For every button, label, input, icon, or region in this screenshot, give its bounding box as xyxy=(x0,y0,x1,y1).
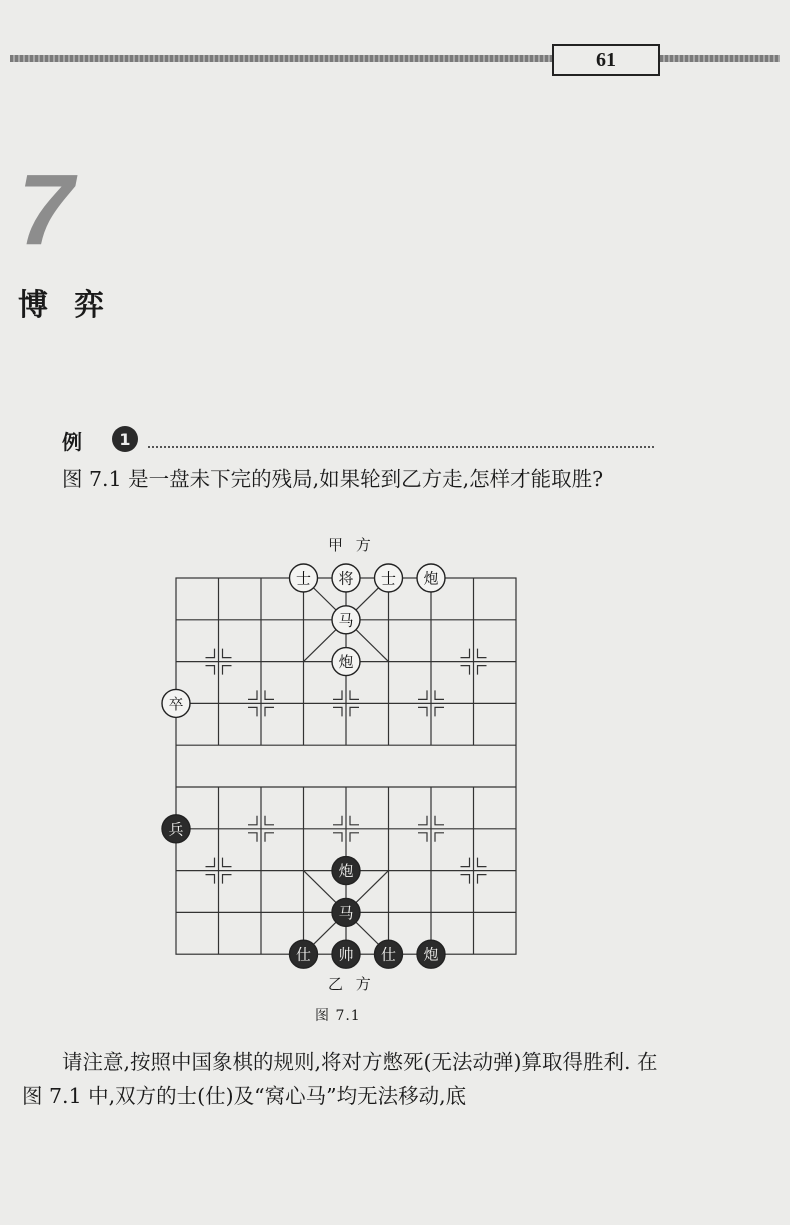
paragraph-rules: 请注意,按照中国象棋的规则,将对方憋死(无法动弹)算取得胜利. 在图 7.1 中,双方的士(仕)及“窝心马”均无法移动,底 xyxy=(22,1050,658,1108)
position-marker xyxy=(265,816,274,825)
piece-label: 士 xyxy=(295,569,312,588)
bottom-side-label: 乙 方 xyxy=(328,975,375,993)
position-marker xyxy=(248,816,257,825)
position-marker xyxy=(206,649,215,658)
position-marker xyxy=(333,816,342,825)
piece-label: 仕 xyxy=(380,945,397,964)
position-marker xyxy=(418,833,427,842)
top-side-label: 甲 方 xyxy=(328,536,375,554)
position-marker xyxy=(478,858,487,867)
piece-label: 兵 xyxy=(168,820,184,839)
position-marker xyxy=(418,816,427,825)
chapter-number: 7 xyxy=(18,154,74,266)
piece-label: 炮 xyxy=(423,569,439,588)
position-marker xyxy=(418,707,427,716)
position-marker xyxy=(478,649,487,658)
piece-label: 炮 xyxy=(338,862,354,881)
piece-label: 马 xyxy=(338,611,354,630)
position-marker xyxy=(265,833,274,842)
position-marker xyxy=(333,707,342,716)
chapter-title: 博弈 xyxy=(18,288,130,323)
piece-label: 马 xyxy=(338,903,354,922)
position-marker xyxy=(223,649,232,658)
position-marker xyxy=(435,690,444,699)
figure-caption: 图 7.1 xyxy=(315,1008,361,1024)
piece-label: 卒 xyxy=(168,694,184,713)
position-marker xyxy=(206,875,215,884)
piece-label: 帅 xyxy=(338,945,354,964)
position-marker xyxy=(350,816,359,825)
position-marker xyxy=(223,858,232,867)
page-number: 61 xyxy=(552,44,660,76)
position-marker xyxy=(350,833,359,842)
position-marker xyxy=(333,690,342,699)
piece-label: 士 xyxy=(380,569,397,588)
position-marker xyxy=(435,816,444,825)
position-marker xyxy=(223,666,232,675)
example-number-badge: 1 xyxy=(112,426,138,452)
paragraph-question: 图 7.1 是一盘未下完的残局,如果轮到乙方走,怎样才能取胜? xyxy=(62,467,604,491)
piece-label: 炮 xyxy=(423,945,439,964)
position-marker xyxy=(461,875,470,884)
position-marker xyxy=(418,690,427,699)
position-marker xyxy=(461,649,470,658)
position-marker xyxy=(435,707,444,716)
position-marker xyxy=(265,690,274,699)
position-marker xyxy=(248,707,257,716)
position-marker xyxy=(478,875,487,884)
position-marker xyxy=(478,666,487,675)
piece-label: 仕 xyxy=(295,945,312,964)
position-marker xyxy=(223,875,232,884)
position-marker xyxy=(350,707,359,716)
position-marker xyxy=(435,833,444,842)
position-marker xyxy=(461,858,470,867)
position-marker xyxy=(333,833,342,842)
example-label: 例 xyxy=(62,430,82,454)
position-marker xyxy=(461,666,470,675)
piece-label: 炮 xyxy=(338,653,354,672)
position-marker xyxy=(248,833,257,842)
position-marker xyxy=(206,666,215,675)
position-marker xyxy=(248,690,257,699)
position-marker xyxy=(265,707,274,716)
position-marker xyxy=(206,858,215,867)
position-marker xyxy=(350,690,359,699)
piece-label: 将 xyxy=(338,569,354,588)
